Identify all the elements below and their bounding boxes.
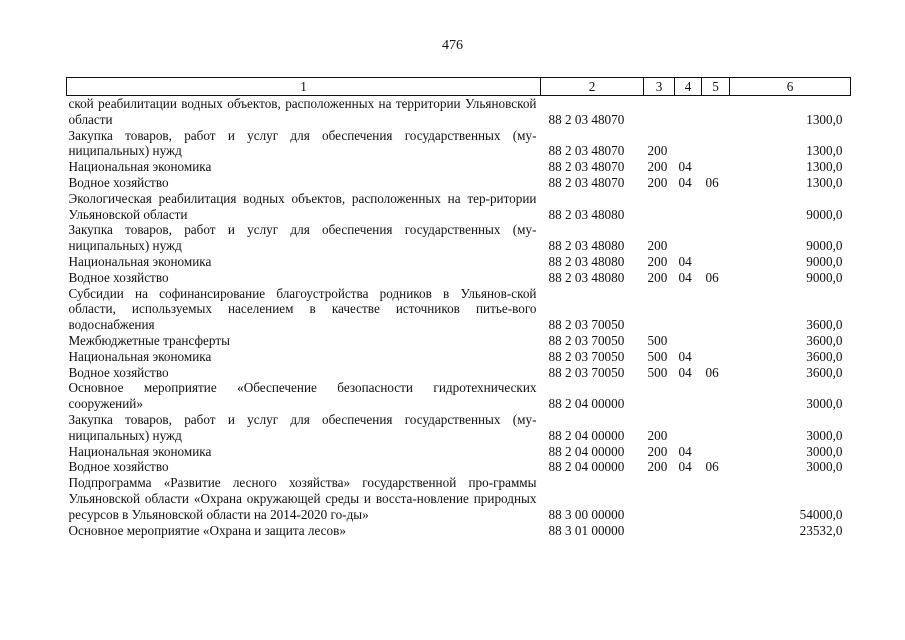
- amount: 9000,0: [806, 253, 843, 269]
- expense-type-code: 200: [647, 159, 668, 175]
- budget-code: 88 2 04 00000: [548, 459, 625, 475]
- amount: 3000,0: [806, 443, 843, 459]
- expense-type-code: 200: [647, 269, 668, 285]
- section-code: 04: [678, 253, 692, 269]
- section-code: 04: [678, 348, 692, 364]
- item-name: Национальная экономика: [68, 159, 212, 175]
- section-code: [675, 286, 702, 333]
- item-name: Закупка товаров, работ и услуг для обеспечения государственных (му-ниципальных) нужд: [68, 411, 537, 443]
- subsection-code: [702, 222, 730, 254]
- section-code: [675, 222, 702, 254]
- section-code: 04: [678, 174, 692, 190]
- page-number: 476: [442, 38, 463, 53]
- subsection-code: 06: [705, 459, 719, 475]
- subsection-code: [702, 475, 730, 522]
- amount: 3600,0: [806, 317, 843, 333]
- amount: 9000,0: [806, 269, 843, 285]
- subsection-code: [702, 444, 730, 460]
- budget-code: 88 3 01 00000: [548, 522, 625, 538]
- item-name: Водное хозяйство: [68, 364, 169, 380]
- expense-type-code: 200: [647, 459, 668, 475]
- amount: 1300,0: [806, 111, 843, 127]
- amount: 9000,0: [806, 206, 843, 222]
- amount: 1300,0: [806, 174, 843, 190]
- table-row: [67, 222, 851, 254]
- section-code: [675, 412, 702, 444]
- column-header-6: 6: [730, 78, 851, 96]
- subsection-code: [702, 128, 730, 160]
- section-code: 04: [678, 159, 692, 175]
- table-row: [67, 444, 851, 460]
- table-row: [67, 191, 851, 223]
- table-row: [67, 475, 851, 522]
- amount: 3000,0: [806, 396, 843, 412]
- budget-code: 88 2 03 70050: [548, 364, 625, 380]
- table-row: [67, 286, 851, 333]
- expense-type-code: 200: [647, 238, 668, 254]
- item-name: Межбюджетные трансферты: [68, 332, 230, 348]
- budget-code: 88 2 03 48080: [548, 206, 625, 222]
- budget-code: 88 2 03 48080: [548, 253, 625, 269]
- table-row: [67, 459, 851, 475]
- section-code: [675, 96, 702, 128]
- expense-type-code: 200: [647, 143, 668, 159]
- budget-code: 88 2 04 00000: [548, 427, 625, 443]
- section-code: 04: [678, 459, 692, 475]
- expense-type-code: [644, 191, 675, 223]
- expense-type-code: 200: [647, 253, 668, 269]
- budget-code: 88 2 03 48080: [548, 269, 625, 285]
- table-row: [67, 523, 851, 539]
- item-name: ской реабилитации водных объектов, расположенных на территории Ульяновской области: [68, 96, 537, 127]
- subsection-code: [702, 286, 730, 333]
- expense-type-code: [644, 96, 675, 128]
- subsection-code: [702, 333, 730, 349]
- subsection-code: [702, 412, 730, 444]
- expense-type-code: 500: [647, 364, 668, 380]
- budget-code: 88 2 04 00000: [548, 396, 625, 412]
- table-row: [67, 270, 851, 286]
- subsection-code: 06: [705, 269, 719, 285]
- column-header-1: 1: [67, 78, 541, 96]
- budget-table: [66, 77, 851, 538]
- table-row: [67, 349, 851, 365]
- subsection-code: [702, 523, 730, 539]
- section-code: [675, 523, 702, 539]
- expense-type-code: 200: [647, 427, 668, 443]
- subsection-code: [702, 191, 730, 223]
- amount: 3600,0: [806, 332, 843, 348]
- subsection-code: [702, 349, 730, 365]
- subsection-code: 06: [705, 174, 719, 190]
- table-header: [67, 78, 851, 96]
- subsection-code: 06: [705, 364, 719, 380]
- expense-type-code: 500: [647, 332, 668, 348]
- table-row: [67, 412, 851, 444]
- budget-code: 88 3 00 00000: [548, 506, 625, 522]
- item-name: Основное мероприятие «Обеспечение безопасности гидротехнических сооружений»: [68, 380, 537, 412]
- table-row: [67, 159, 851, 175]
- column-header-4: 4: [675, 78, 702, 96]
- table-row: [67, 96, 851, 128]
- section-code: [675, 191, 702, 223]
- table-row: [67, 365, 851, 381]
- amount: 54000,0: [799, 506, 843, 522]
- item-name: Водное хозяйство: [68, 174, 169, 190]
- item-name: Национальная экономика: [68, 443, 212, 459]
- section-code: 04: [678, 443, 692, 459]
- section-code: [675, 333, 702, 349]
- amount: 3600,0: [806, 348, 843, 364]
- column-header-5: 5: [702, 78, 730, 96]
- section-code: 04: [678, 364, 692, 380]
- item-name: Национальная экономика: [68, 348, 212, 364]
- budget-code: 88 2 03 70050: [548, 317, 625, 333]
- column-header-3: 3: [644, 78, 675, 96]
- amount: 3600,0: [806, 364, 843, 380]
- section-code: [675, 128, 702, 160]
- item-name: Национальная экономика: [68, 253, 212, 269]
- section-code: [675, 475, 702, 522]
- amount: 23532,0: [799, 522, 843, 538]
- item-name: Закупка товаров, работ и услуг для обеспечения государственных (му-ниципальных) нужд: [68, 222, 537, 254]
- expense-type-code: [644, 380, 675, 412]
- column-header-2: 2: [541, 78, 644, 96]
- table-body: [67, 96, 851, 539]
- item-name: Экологическая реабилитация водных объектов, расположенных на тер-ритории Ульяновской области: [68, 190, 537, 222]
- section-code: [675, 380, 702, 412]
- subsection-code: [702, 254, 730, 270]
- budget-code: 88 2 03 48070: [548, 143, 625, 159]
- item-name: Субсидии на софинансирование благоустройства родников в Ульянов-ской области, используемых населением в качестве источников питье-вого водоснабжения: [68, 285, 537, 333]
- amount: 3000,0: [806, 427, 843, 443]
- budget-code: 88 2 03 48070: [548, 159, 625, 175]
- expense-type-code: [644, 286, 675, 333]
- section-code: 04: [678, 269, 692, 285]
- amount: 9000,0: [806, 238, 843, 254]
- subsection-code: [702, 159, 730, 175]
- item-name: Подпрограмма «Развитие лесного хозяйства» государственной про-граммы Ульяновской области «Охрана окружающей среды и восста-новление природных ресурсов в Ульяновской области на 2014-2020 го-ды»: [68, 475, 537, 522]
- budget-code: 88 2 03 48080: [548, 238, 625, 254]
- item-name: Основное мероприятие «Охрана и защита лесов»: [68, 522, 346, 538]
- budget-code: 88 2 03 70050: [548, 348, 625, 364]
- table-row: [67, 380, 851, 412]
- budget-code: 88 2 03 48070: [548, 174, 625, 190]
- expense-type-code: [644, 475, 675, 522]
- table-row: [67, 254, 851, 270]
- amount: 3000,0: [806, 459, 843, 475]
- item-name: Водное хозяйство: [68, 459, 169, 475]
- item-name: Водное хозяйство: [68, 269, 169, 285]
- amount: 1300,0: [806, 159, 843, 175]
- amount: 1300,0: [806, 143, 843, 159]
- expense-type-code: 200: [647, 443, 668, 459]
- table-row: [67, 175, 851, 191]
- budget-code: 88 2 03 48070: [548, 111, 625, 127]
- item-name: Закупка товаров, работ и услуг для обеспечения государственных (му-ниципальных) нужд: [68, 127, 537, 159]
- table-row: [67, 333, 851, 349]
- budget-code: 88 2 04 00000: [548, 443, 625, 459]
- expense-type-code: 200: [647, 174, 668, 190]
- table-row: [67, 128, 851, 160]
- expense-type-code: [644, 523, 675, 539]
- budget-code: 88 2 03 70050: [548, 332, 625, 348]
- subsection-code: [702, 380, 730, 412]
- subsection-code: [702, 96, 730, 128]
- expense-type-code: 500: [647, 348, 668, 364]
